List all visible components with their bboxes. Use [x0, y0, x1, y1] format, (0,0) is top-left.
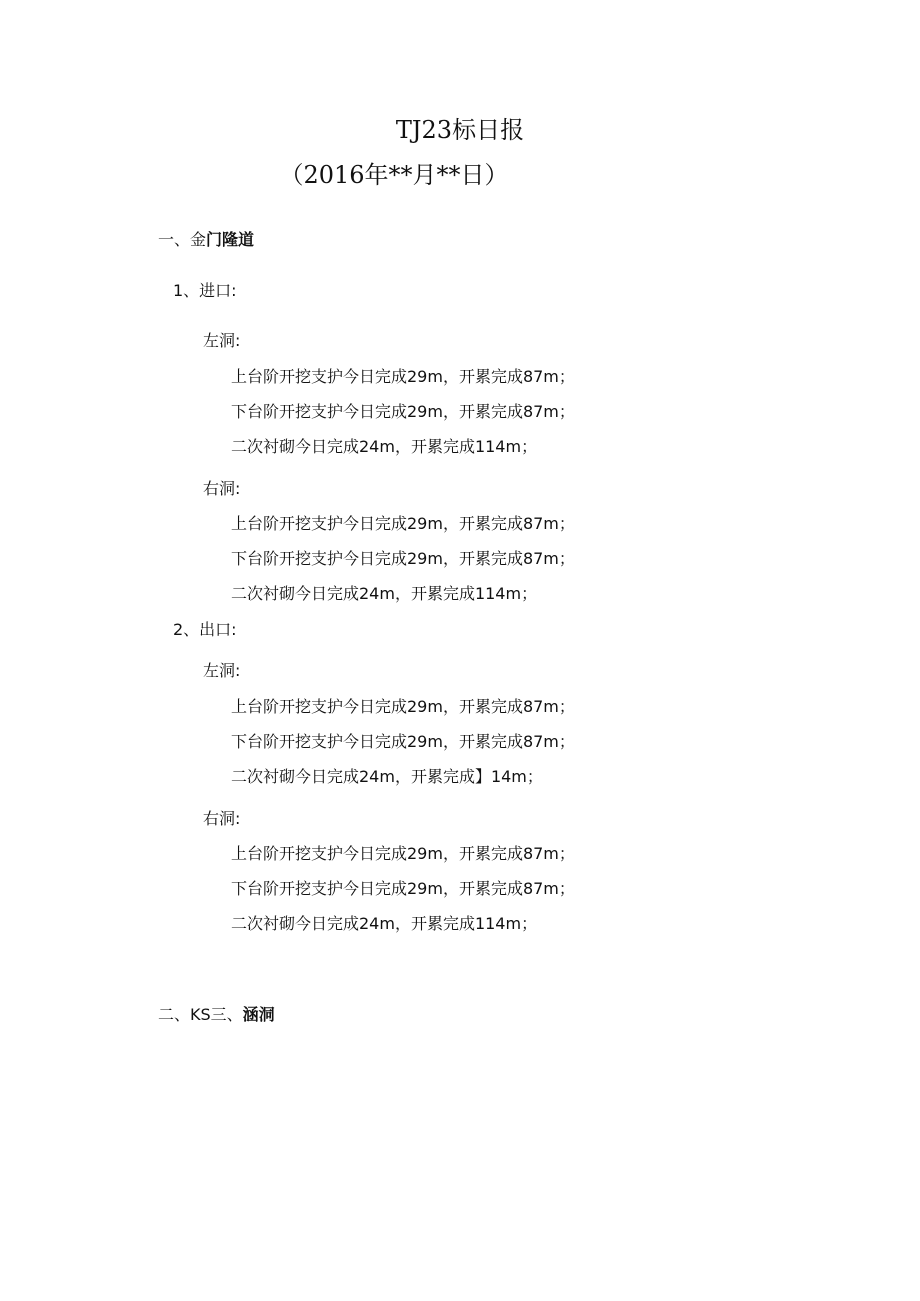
exit-left-row: 上台阶开挖支护今日完成29m，开累完成87m；	[231, 697, 575, 716]
exit-left-row: 下台阶开挖支护今日完成29m，开累完成87m；	[231, 732, 575, 751]
exit-right-row: 下台阶开挖支护今日完成29m，开累完成87m；	[231, 879, 575, 898]
section-heading-name: 涵洞	[242, 1005, 275, 1024]
section-heading-prefix: 一、金	[158, 230, 207, 249]
entrance-right-row: 上台阶开挖支护今日完成29m，开累完成87m；	[231, 514, 575, 533]
entrance-right-heading: 右洞:	[203, 479, 241, 498]
entrance-heading: 1、进口:	[173, 281, 237, 300]
entrance-right-row: 二次衬砌今日完成24m，开累完成114m；	[231, 584, 538, 603]
exit-heading: 2、出口:	[173, 620, 237, 639]
entrance-left-heading: 左洞:	[203, 331, 241, 350]
section-heading-prefix: 二、KS三、	[158, 1005, 243, 1024]
exit-right-heading: 右洞:	[203, 809, 241, 828]
report-title: TJ23标日报	[395, 116, 525, 144]
section-heading-name: 门隆道	[206, 230, 255, 249]
entrance-left-row: 上台阶开挖支护今日完成29m，开累完成87m；	[231, 367, 575, 386]
section-heading-culvert	[158, 1004, 275, 1026]
exit-right-row: 二次衬砌今日完成24m，开累完成114m；	[231, 914, 538, 933]
exit-right-row: 上台阶开挖支护今日完成29m，开累完成87m；	[231, 844, 575, 863]
entrance-left-row: 下台阶开挖支护今日完成29m，开累完成87m；	[231, 402, 575, 421]
entrance-right-row: 下台阶开挖支护今日完成29m，开累完成87m；	[231, 549, 575, 568]
exit-left-row: 二次衬砌今日完成24m，开累完成】14m；	[231, 767, 543, 786]
report-date: （2016年**月**日）	[279, 161, 509, 189]
exit-left-heading: 左洞:	[203, 661, 241, 680]
section-heading-tunnel	[158, 229, 254, 251]
entrance-left-row: 二次衬砌今日完成24m，开累完成114m；	[231, 437, 538, 456]
